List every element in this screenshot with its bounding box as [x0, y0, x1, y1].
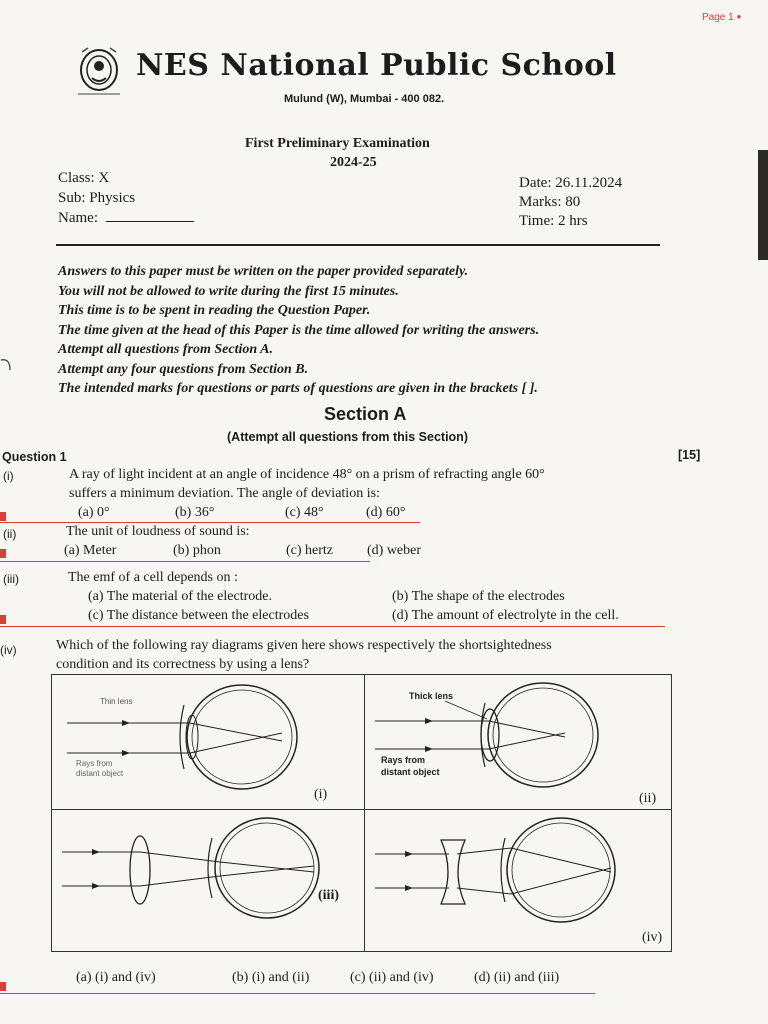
question-label: Question 1	[2, 450, 67, 464]
red-underline	[0, 522, 420, 523]
school-logo	[68, 44, 130, 100]
ray-diagram-grid	[51, 674, 672, 952]
diagram-label: Rays from	[381, 755, 426, 765]
option-a[interactable]: (a) Meter	[64, 543, 117, 558]
exam-year: 2024-25	[330, 155, 377, 170]
option-d[interactable]: (d) weber	[367, 543, 422, 558]
option-b[interactable]: (b) (i) and (ii)	[232, 970, 310, 985]
scan-edge-shadow	[758, 150, 768, 260]
instruction-line: This time is to be spent in reading the Question Paper.	[58, 303, 371, 318]
item-text: Which of the following ray diagrams given here shows respectively the shortsightedness	[56, 638, 552, 653]
item-number: (i)	[3, 469, 14, 483]
school-address: Mulund (W), Mumbai - 400 082.	[284, 93, 445, 105]
diagram-number: (i)	[314, 787, 328, 802]
name-label: Name:	[58, 210, 194, 227]
option-b[interactable]: (b) 36°	[175, 505, 215, 520]
option-b[interactable]: (b) phon	[173, 543, 221, 558]
option-a[interactable]: (a) (i) and (iv)	[76, 970, 156, 985]
marks-label: Marks: 80	[519, 194, 581, 210]
diagram-iv	[365, 810, 671, 951]
diagram-label: distant object	[76, 769, 124, 778]
option-a[interactable]: (a) 0°	[78, 505, 110, 520]
class-label: Class: X	[58, 170, 110, 186]
diagram-number: (ii)	[639, 791, 657, 806]
item-number: (ii)	[3, 527, 17, 541]
header-divider	[56, 244, 660, 246]
section-title: Section A	[324, 404, 407, 424]
item-text: condition and its correctness by using a lens?	[56, 657, 310, 672]
red-underline	[0, 626, 665, 627]
school-name: NES National Public School	[136, 48, 617, 83]
red-margin-marker	[0, 512, 6, 521]
red-margin-marker	[0, 615, 6, 624]
instruction-line: The time given at the head of this Paper is the time allowed for writing the answers.	[58, 322, 540, 338]
item-text: The unit of loudness of sound is:	[66, 524, 250, 539]
option-b[interactable]: (b) The shape of the electrodes	[392, 589, 565, 604]
instructions	[58, 262, 539, 399]
option-c[interactable]: (c) The distance between the electrodes	[88, 608, 309, 623]
option-d[interactable]: (d) The amount of electrolyte in the cell.	[392, 608, 619, 623]
diagram-label: Thin lens	[100, 697, 133, 706]
item-text: The emf of a cell depends on :	[68, 570, 238, 585]
red-underline	[0, 561, 370, 562]
diagram-label: Rays from	[76, 759, 113, 768]
option-d[interactable]: (d) (ii) and (iii)	[474, 970, 560, 985]
option-d[interactable]: (d) 60°	[366, 505, 406, 520]
option-c[interactable]: (c) (ii) and (iv)	[350, 970, 434, 985]
red-underline	[0, 993, 595, 994]
instruction-line: Attempt any four questions from Section B.	[58, 361, 309, 377]
option-c[interactable]: (c) hertz	[286, 543, 334, 558]
item-text: A ray of light incident at an angle of incidence 48° on a prism of refracting angle 60°	[69, 467, 545, 482]
section-subtitle: (Attempt all questions from this Section)	[227, 430, 468, 444]
margin-mark-icon	[0, 356, 14, 374]
question-marks: [15]	[678, 448, 701, 462]
time-label: Time: 2 hrs	[519, 213, 588, 229]
date-label: Date: 26.11.2024	[519, 175, 623, 191]
instruction-line: Attempt all questions from Section A.	[58, 342, 273, 357]
item-number: (iv)	[0, 643, 17, 657]
instruction-line: The intended marks for questions or parts of questions are given in the brackets [ ].	[58, 381, 538, 396]
page-label: Page 1 ●	[702, 12, 742, 23]
red-margin-marker	[0, 982, 6, 991]
diagram-ii	[365, 675, 671, 809]
diagram-label: distant object	[381, 767, 440, 777]
diagram-iii	[52, 810, 364, 951]
item-number: (iii)	[3, 572, 19, 586]
diagram-label: Thick lens	[409, 691, 454, 701]
option-c[interactable]: (c) 48°	[285, 505, 324, 520]
instruction-line: Answers to this paper must be written on the paper provided separately.	[58, 264, 469, 279]
exam-title: First Preliminary Examination	[245, 136, 430, 151]
item-text: suffers a minimum deviation. The angle of deviation is:	[69, 486, 380, 501]
name-blank	[106, 221, 194, 222]
subject-label: Sub: Physics	[58, 190, 136, 206]
option-a[interactable]: (a) The material of the electrode.	[88, 589, 272, 604]
red-margin-marker	[0, 549, 6, 558]
diagram-number: (iii)	[318, 888, 339, 903]
diagram-i	[52, 675, 364, 809]
diagram-number: (iv)	[642, 930, 663, 945]
instruction-line: You will not be allowed to write during the first 15 minutes.	[58, 283, 399, 299]
